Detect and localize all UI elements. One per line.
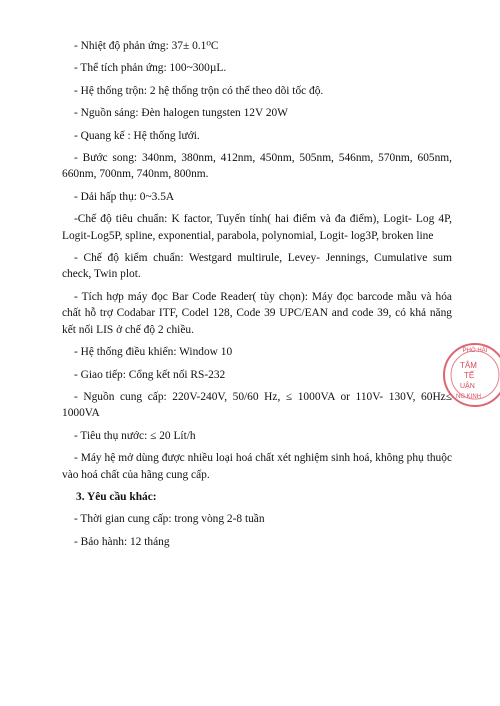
spec-interface: - Giao tiếp: Cổng kết nối RS-232 [74, 368, 226, 381]
section-3-heading: 3. Yêu cầu khác: [76, 490, 157, 503]
svg-text:TẾ: TẾ [464, 371, 475, 380]
spec-light-source: - Nguồn sáng: Đèn halogen tungsten 12V 20W [74, 107, 288, 120]
spec-barcode-reader: - Tích hợp máy đọc Bar Code Reader( tùy chọn): Máy đọc barcode mẫu và hóa chất hỗ trợ Codabar ITF, Codel 128, Code 39 UPC/EAN and code 39, có khả năng kết nối LIS ở chế độ 2 chiều. [62, 290, 452, 336]
spec-open-system: - Máy hệ mở dùng được nhiều loại hoá chất xét nghiệm sinh hoá, không phụ thuộc vào hoá chất của hãng cung cấp. [62, 452, 452, 481]
spec-control-system: - Hệ thống điều khiển: Window 10 [74, 346, 233, 359]
spec-calibration-modes: -Chế độ tiêu chuẩn: K factor, Tuyến tính( hai điểm và đa điểm), Logit- Log 4P, Logit-Log5P, spline, exponential, parabola, polynomial, Logit- log3P, broken line [62, 213, 452, 242]
spec-mixing-system: - Hệ thống trộn: 2 hệ thống trộn có thể theo dõi tốc độ. [74, 84, 324, 97]
spec-list [62, 38, 452, 556]
official-stamp [440, 340, 500, 410]
spec-photometer: - Quang kế : Hệ thống lưới. [74, 129, 200, 142]
spec-power-supply: - Nguồn cung cấp: 220V-240V, 50/60 Hz, ≤ 1000VA or 110V- 130V, 60Hz≤ 1000VA [62, 390, 452, 420]
svg-text:PHÒ HẢI: PHÒ HẢI [462, 348, 488, 354]
spec-water-consumption: - Tiêu thụ nước: ≤ 20 Lít/h [74, 429, 196, 442]
svg-text:NG KINH: NG KINH [456, 394, 482, 400]
spec-absorbance-range: - Dải hấp thụ: 0~3.5A [74, 190, 175, 203]
svg-text:UẬN: UẬN [460, 383, 475, 390]
svg-text:TÂM: TÂM [460, 361, 477, 370]
warranty: - Bảo hành: 12 tháng [74, 535, 170, 548]
spec-reaction-volume: - Thể tích phản ứng: 100~300µL. [74, 62, 227, 75]
delivery-time: - Thời gian cung cấp: trong vòng 2-8 tuần [74, 513, 265, 526]
spec-reaction-temperature: - Nhiệt độ phản ứng: 37± 0.1⁰C [74, 40, 219, 52]
spec-quality-control: - Chế độ kiểm chuẩn: Westgard multirule, Levey- Jennings, Cumulative sum check, Twin plot. [62, 252, 452, 281]
spec-wavelengths: - Bước song: 340nm, 380nm, 412nm, 450nm, 505nm, 546nm, 570nm, 605nm, 660nm, 700nm, 740nm, 800nm. [62, 152, 452, 181]
